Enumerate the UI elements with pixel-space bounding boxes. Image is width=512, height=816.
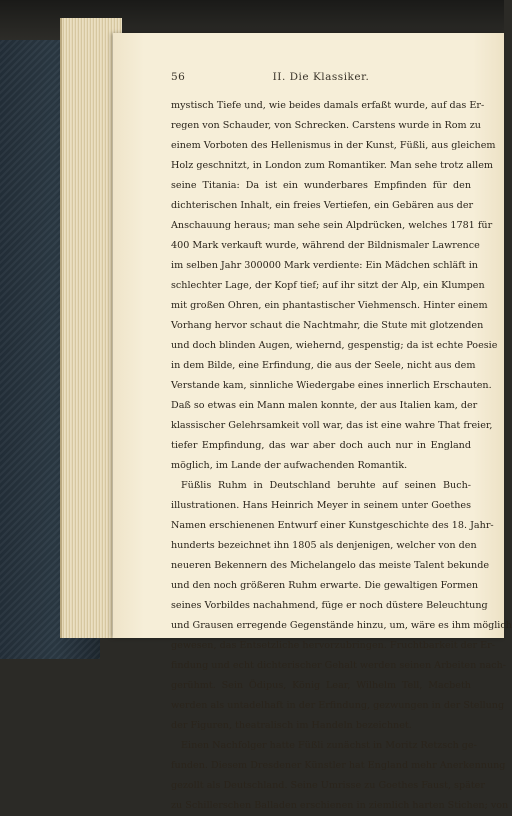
text-line: Namen erschienenen Entwurf einer Kunstgeschichte des 18. Jahr- [171,520,494,531]
text-line: Füßlis Ruhm in Deutschland beruhte auf seinen Buch- [181,480,471,491]
text-line: und doch blinden Augen, wiehernd, gespenstig; da ist echte Poesie [171,340,498,351]
text-line: 400 Mark verkauft wurde, während der Bildnismaler Lawrence [171,240,480,251]
text-line: funden. Diesem Dresdener Künstler hat England mehr Anerkennung [171,760,506,771]
text-line: zu Schillerschen Balladen erschienen in ziemlich harten Stichen; von [171,800,509,811]
text-line: Einen Nachfolger hatte Füßli zunächst in Moritz Retzsch ge- [181,740,477,751]
text-line: mystisch Tiefe und, wie beides damals erfaßt wurde, auf das Er- [171,100,485,111]
text-line: illustrationen. Hans Heinrich Meyer in seinem unter Goethes [171,500,471,511]
text-line: Holz geschnitzt, in London zum Romantiker. Man sehe trotz allem [171,160,493,171]
text-line: findung und echt dichterischer Gehalt werden seinen Arbeiten nach- [171,660,507,671]
text-line: gerühmt. Sein Ödipus, König Lear, Wilhelm Tell, Macbeth [171,680,471,691]
page-header [171,71,471,87]
running-head: II. Die Klassiker. [272,71,370,83]
text-line: gewesen, das Entsetzliche hervorzubringen. Fruchtbarkeit der Er- [171,640,495,651]
text-line: Vorhang hervor schaut die Nachtmahr, die Stute mit glotzenden [171,320,484,331]
text-line: Verstande kam, sinnliche Wiedergabe eines innerlich Erschauten. [171,380,492,391]
text-line: hunderts bezeichnet ihn 1805 als denjenigen, welcher von den [171,540,477,551]
text-line: der Figuren, theatralisch im Handeln bezeichnet. [171,720,412,731]
body-text [171,96,512,816]
text-line: seines Vorbildes nachahmend, füge er noch düstere Beleuchtung [171,600,488,611]
text-line: Daß so etwas ein Mann malen konnte, der aus Italien kam, der [171,400,478,411]
text-line: Anschauung heraus; man sehe sein Alpdrücken, welches 1781 für [171,220,493,231]
text-line: schlechter Lage, der Kopf tief; auf ihr sitzt der Alp, ein Klumpen [171,280,485,291]
text-line: neueren Bekennern des Michelangelo das meiste Talent bekunde [171,560,490,571]
text-line: und den noch größeren Ruhm erwarte. Die gewaltigen Formen [171,580,479,591]
text-line: regen von Schauder, von Schrecken. Carstens wurde in Rom zu [171,120,481,131]
text-line: tiefer Empfindung, das war aber doch auch nur in England [171,440,471,451]
page-number: 56 [171,71,186,83]
text-line: mit großen Ohren, ein phantastischer Viehmensch. Hinter einem [171,300,488,311]
text-line: dichterischen Inhalt, ein freies Vertiefen, ein Gebären aus der [171,200,474,211]
text-line: im selben Jahr 300000 Mark verdiente: Ein Mädchen schläft in [171,260,478,271]
text-line: seine Titania: Da ist ein wunderbares Empfinden für den [171,180,471,191]
text-line: klassischer Gelehrsamkeit voll war, das ist eine wahre That freier, [171,420,493,431]
book-page [113,33,512,811]
text-line: und Grausen erregende Gegenstände hinzu, um, wäre es ihm möglich [171,620,512,631]
text-line: einem Vorboten des Hellenismus in der Kunst, Füßli, aus gleichem [171,140,496,151]
text-line: gezollt als Deutschland. Seine Umrisse zu Goethes Faust, später [171,780,485,791]
text-line: in dem Bilde, eine Erfindung, die aus der Seele, nicht aus dem [171,360,476,371]
text-line: möglich, im Lande der aufwachenden Romantik. [171,460,408,471]
text-line: werden als untadelhaft in der Erfindung, gezwungen in der Stellung [171,700,505,711]
